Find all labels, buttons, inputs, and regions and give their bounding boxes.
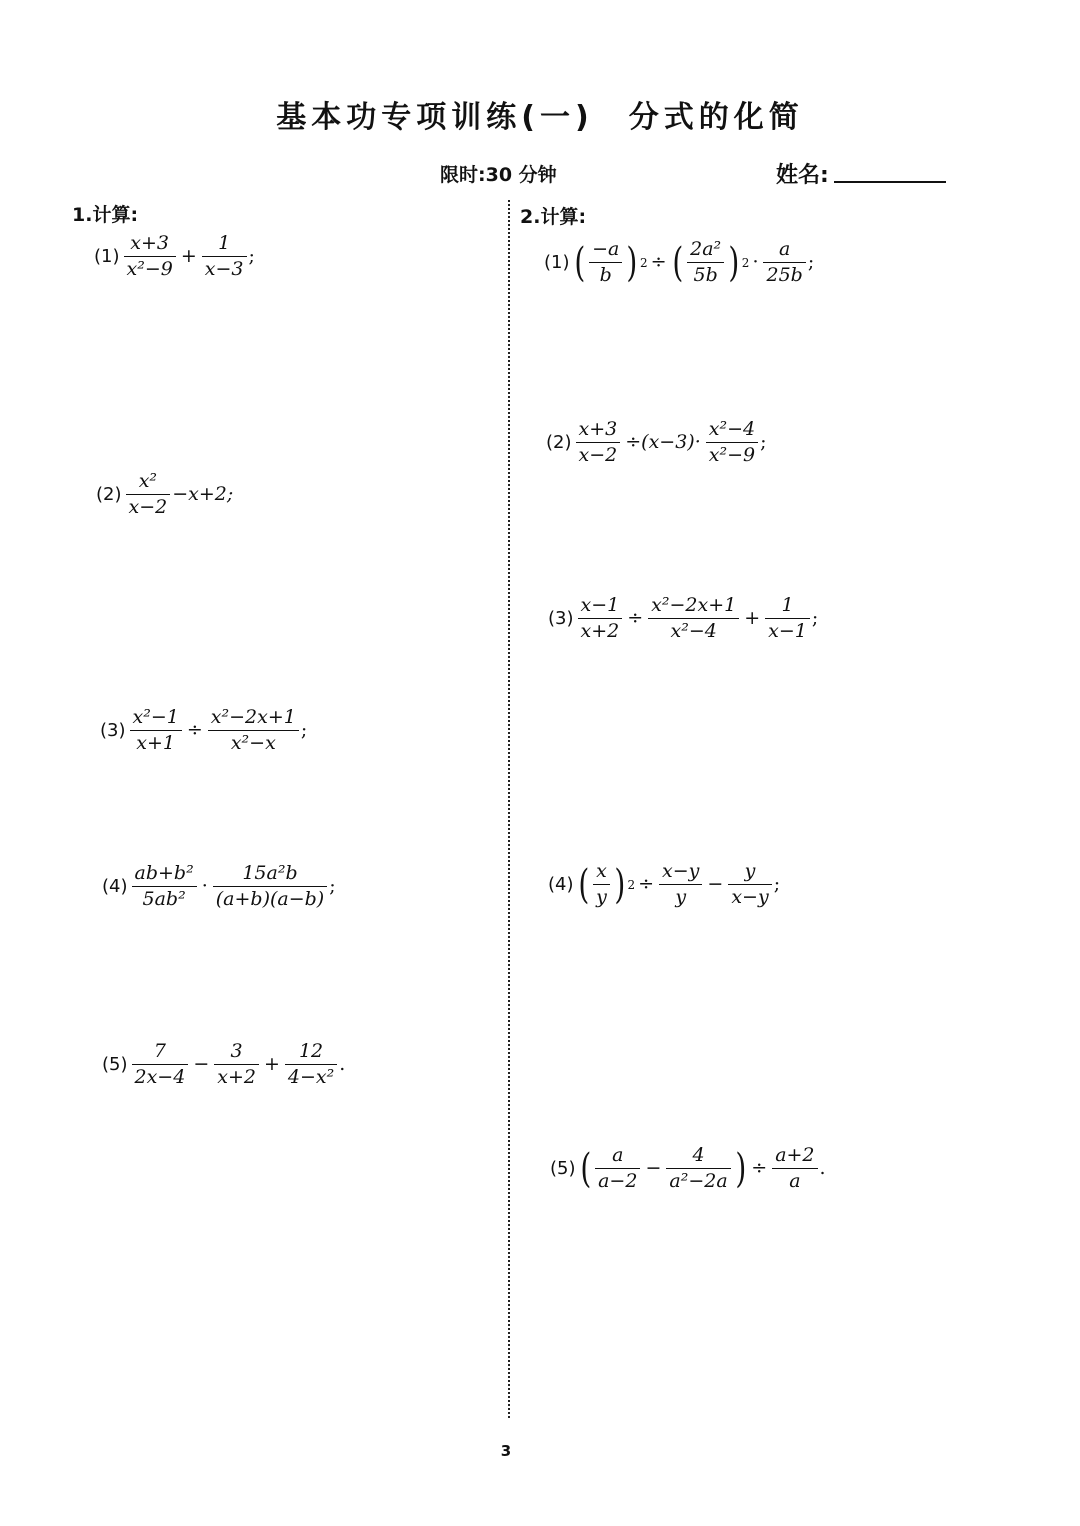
operator: − bbox=[193, 1053, 210, 1075]
operator: · bbox=[201, 875, 208, 897]
exponent: 2 bbox=[741, 255, 750, 270]
fraction: $\frac{\text{2a²}}{5b}$ bbox=[687, 240, 724, 285]
page-title: 基本功专项训练(一) 分式的化简 bbox=[276, 100, 804, 135]
fraction: $\frac{\text{15a²b}}{(a+b)(a-b)}$ bbox=[213, 864, 327, 909]
name-label: 姓名: bbox=[776, 163, 829, 188]
section-1-label: 1.计算: bbox=[72, 204, 139, 226]
operator: + bbox=[744, 607, 761, 629]
operator: ÷ bbox=[627, 607, 644, 629]
expression-tail: −x+2; bbox=[172, 483, 234, 505]
fraction: $\frac{12}{\text{4−x²}}$ bbox=[285, 1042, 337, 1087]
problem-number: (2) bbox=[96, 483, 122, 505]
problem-number: (5) bbox=[550, 1157, 576, 1179]
problem-number: (4) bbox=[548, 873, 574, 895]
problem-1-4 bbox=[102, 864, 336, 909]
fraction: $\frac{x-y}{y}$ bbox=[659, 862, 702, 907]
punctuation: . bbox=[339, 1053, 346, 1075]
problem-number: (3) bbox=[100, 719, 126, 741]
punctuation: ; bbox=[329, 875, 336, 897]
fraction: $\frac{\text{x²−2x+1}}{\text{x²−x}}$ bbox=[208, 708, 299, 753]
problem-1-5 bbox=[102, 1042, 345, 1087]
problem-2-5: (5) ( $\frac{a}{a-2}$ − $\frac{4}{\text{a²−2a}}$ ) ÷ $\frac{a+2}{a}$ . bbox=[550, 1144, 826, 1192]
punctuation: ; bbox=[248, 245, 255, 267]
operator: + bbox=[180, 245, 197, 267]
operator: ÷(x−3)· bbox=[625, 431, 701, 453]
problem-1-3 bbox=[100, 708, 307, 753]
problem-2-2 bbox=[546, 420, 767, 465]
problem-2-4: (4) ( $\frac{x}{y}$ ) 2 ÷ $\frac{x-y}{y}$ − $\frac{y}{x-y}$ ; bbox=[548, 860, 781, 908]
fraction: $\frac{x+3}{x-2}$ bbox=[576, 420, 621, 465]
fraction: $\frac{1}{x-3}$ bbox=[202, 234, 247, 279]
fraction: $\frac{a+2}{a}$ bbox=[772, 1146, 817, 1191]
problem-2-3 bbox=[548, 596, 818, 641]
fraction: $\frac{x-1}{x+2}$ bbox=[578, 596, 623, 641]
fraction: $\frac{x}{y}$ bbox=[593, 862, 610, 907]
operator: ÷ bbox=[638, 873, 655, 895]
problem-number: (3) bbox=[548, 607, 574, 629]
fraction: $\frac{y}{x-y}$ bbox=[728, 862, 771, 907]
fraction: $\frac{\text{ab+b²}}{\text{5ab²}}$ bbox=[132, 864, 197, 909]
punctuation: ; bbox=[807, 251, 815, 273]
operator: ÷ bbox=[751, 1157, 768, 1179]
operator: − bbox=[645, 1157, 662, 1179]
fraction: $\frac{\text{x²−4}}{\text{x²−9}}$ bbox=[706, 420, 758, 465]
problem-number: (2) bbox=[546, 431, 572, 453]
operator: · bbox=[752, 251, 759, 273]
exponent: 2 bbox=[627, 877, 636, 892]
problem-number: (1) bbox=[94, 245, 120, 267]
fraction: $\frac{3}{x+2}$ bbox=[214, 1042, 259, 1087]
operator: ÷ bbox=[650, 251, 667, 273]
problem-2-1: (1) ( $\frac{-a}{b}$ ) 2 ÷ ( $\frac{\text{2a²}}{5b}$ ) 2 · $\frac{a}{25b}$ ; bbox=[544, 238, 815, 286]
punctuation: ; bbox=[811, 607, 819, 629]
fraction: $\frac{1}{x-1}$ bbox=[765, 596, 810, 641]
punctuation: ; bbox=[300, 719, 308, 741]
fraction: $\frac{7}{2x-4}$ bbox=[132, 1042, 189, 1087]
time-limit: 限时:30 分钟 bbox=[440, 164, 557, 186]
problem-1-1 bbox=[94, 234, 255, 279]
problem-number: (5) bbox=[102, 1053, 128, 1075]
fraction: $\frac{\text{x²}}{x-2}$ bbox=[126, 472, 171, 517]
problem-1-2 bbox=[96, 472, 233, 517]
fraction: $\frac{x+3}{\text{x²−9}}$ bbox=[124, 234, 176, 279]
fraction: $\frac{\text{x²−1}}{x+1}$ bbox=[130, 708, 182, 753]
exponent: 2 bbox=[639, 255, 648, 270]
fraction: $\frac{a}{25b}$ bbox=[763, 240, 805, 285]
fraction: $\frac{4}{\text{a²−2a}}$ bbox=[666, 1146, 730, 1191]
fraction: $\frac{a}{a-2}$ bbox=[595, 1146, 640, 1191]
operator: + bbox=[263, 1053, 280, 1075]
name-blank-line[interactable] bbox=[834, 181, 946, 183]
punctuation: ; bbox=[773, 873, 781, 895]
operator: − bbox=[707, 873, 724, 895]
section-2-label: 2.计算: bbox=[520, 206, 587, 228]
problem-number: (1) bbox=[544, 251, 570, 273]
problem-number: (4) bbox=[102, 875, 128, 897]
punctuation: . bbox=[819, 1157, 826, 1179]
page-number: 3 bbox=[500, 1442, 512, 1460]
fraction: $\frac{-a}{b}$ bbox=[589, 240, 622, 285]
punctuation: ; bbox=[760, 431, 767, 453]
fraction: $\frac{\text{x²−2x+1}}{\text{x²−4}}$ bbox=[648, 596, 739, 641]
column-divider bbox=[508, 200, 510, 1418]
operator: ÷ bbox=[186, 719, 203, 741]
